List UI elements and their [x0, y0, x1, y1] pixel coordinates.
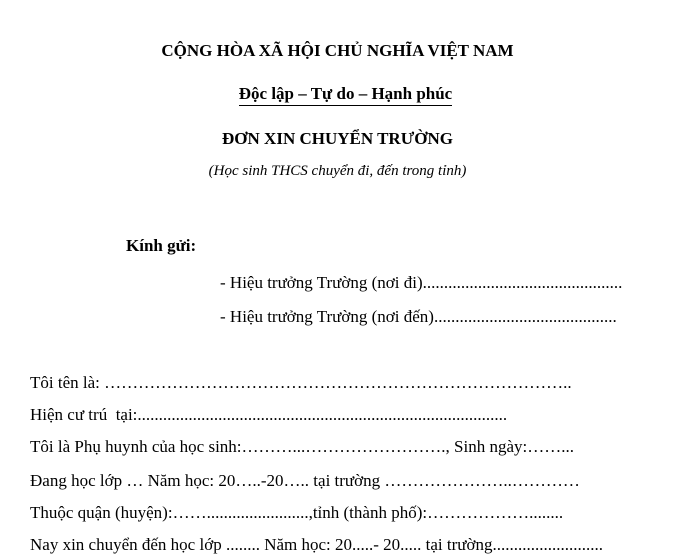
form-subtitle: (Học sinh THCS chuyển đi, đến trong tỉnh) [208, 163, 467, 179]
field-residence: Hiện cư trú tại:....................................................................................... [30, 405, 508, 424]
form-title: ĐƠN XIN CHUYỂN TRƯỜNG [222, 129, 453, 148]
motto-heading: Độc lập – Tự do – Hạnh phúc [239, 85, 452, 106]
field-transfer-request: Nay xin chuyển đến học lớp ........ Năm học: 20.....- 20..... tại trường.......................... [30, 535, 603, 554]
field-current-class: Đang học lớp … Năm học: 20…..-20….. tại trường …………………..………… [30, 471, 580, 490]
field-district-province: Thuộc quận (huyện):……........................,tỉnh (thành phố):………………........ [30, 503, 564, 522]
motto-wrapper [0, 69, 675, 122]
recipient-to-school: - Hiệu trưởng Trường (nơi đến)........................................... [220, 307, 617, 326]
recipient-from-school: - Hiệu trưởng Trường (nơi đi)............................................... [220, 273, 623, 292]
recipients-label: Kính gửi: [126, 236, 197, 255]
field-full-name: Tôi tên là: ……………………………………………………………………….. [30, 373, 572, 392]
nation-heading: CỘNG HÒA XÃ HỘI CHỦ NGHĨA VIỆT NAM [161, 41, 514, 60]
field-parent-of-student: Tôi là Phụ huynh của học sinh:………...……………………., Sinh ngày:……... [30, 437, 574, 456]
